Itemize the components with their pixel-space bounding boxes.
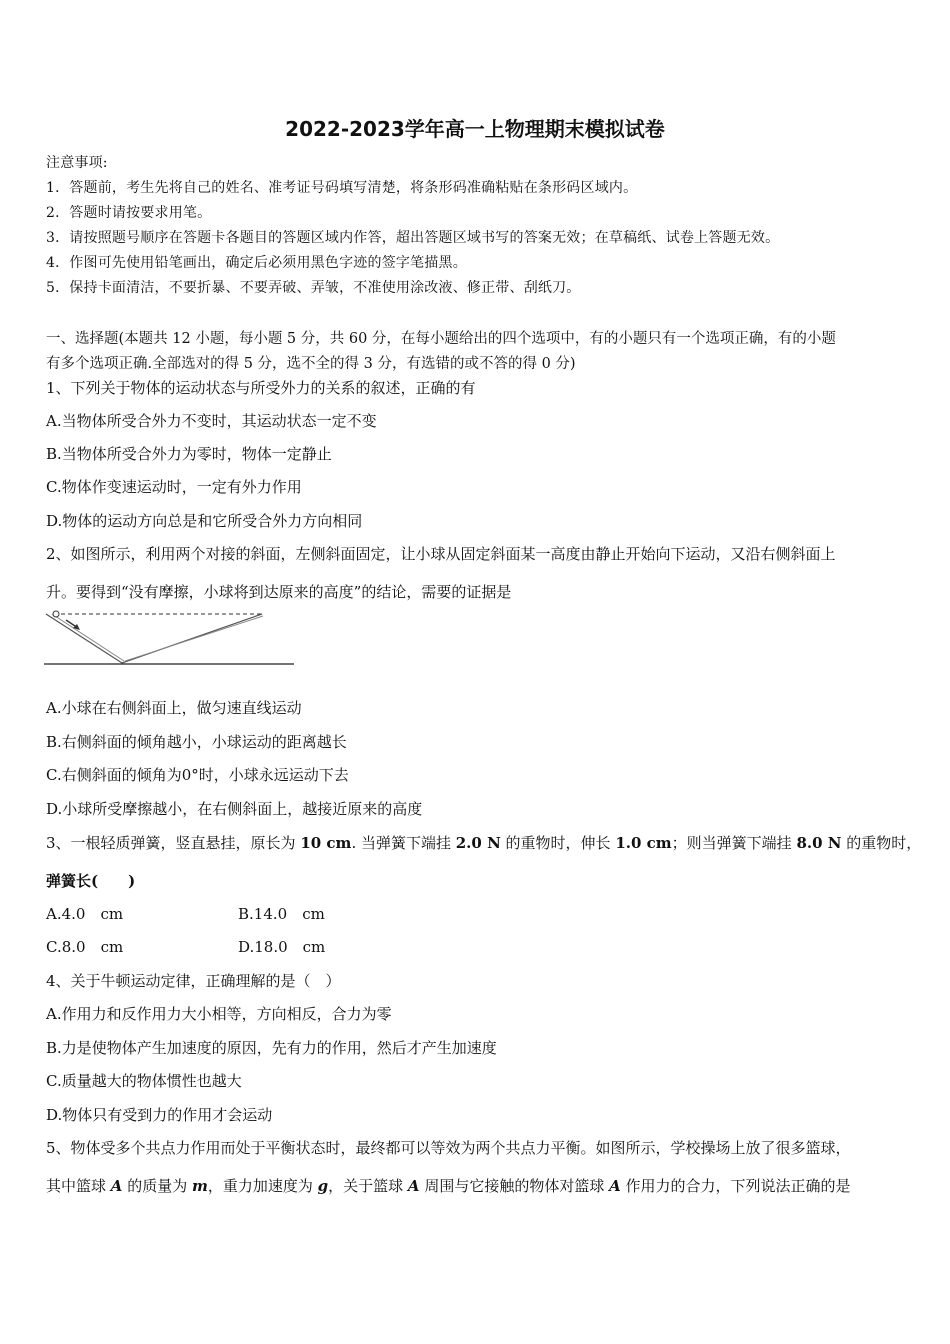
notice-item-2: 2．答题时请按要求用笔。 [46, 205, 212, 221]
q5-stem-text-3: ，重力加速度为 [207, 1177, 318, 1195]
page-title: 2022-2023学年高一上物理期末模拟试卷 [285, 117, 665, 141]
q1-stem: 1、下列关于物体的运动状态与所受外力的关系的叙述，正确的有 [46, 379, 476, 397]
q5-var-m: m [191, 1177, 208, 1195]
notice-item-5: 5．保持卡面清洁，不要折暴、不要弄破、弄皱，不准使用涂改液、修正带、刮纸刀。 [46, 280, 581, 296]
q3-value-force-2: 8.0 N [796, 834, 842, 852]
q3-value-force-1: 2.0 N [455, 834, 501, 852]
q5-stem-text-1: 其中篮球 [46, 1177, 111, 1195]
right-incline-line-inner [125, 616, 263, 661]
q3-stem-text-5: 的重物时， [841, 834, 922, 852]
q2-option-d: D.小球所受摩擦越小，在右侧斜面上，越接近原来的高度 [46, 800, 423, 818]
q3-option-c: C.8.0 cm [46, 938, 124, 956]
notice-item-4: 4．作图可先使用铅笔画出，确定后必须用黑色字迹的签字笔描黑。 [46, 255, 467, 271]
inclined-planes-figure [44, 606, 296, 668]
q5-stem-text-4: ，关于篮球 [328, 1177, 408, 1195]
q2-stem-line-1: 2、如图所示，利用两个对接的斜面，左侧斜面固定，让小球从固定斜面某一高度由静止开始向下运动，又沿右侧斜面上 [46, 545, 836, 563]
q5-var-a-3: A [609, 1177, 621, 1195]
ball-icon [53, 611, 59, 617]
q5-var-a-1: A [110, 1177, 123, 1195]
q2-option-c: C.右侧斜面的倾角为0°时，小球永远运动下去 [46, 766, 349, 784]
section-header-line-2: 有多个选项正确.全部选对的得 5 分，选不全的得 3 分，有选错的或不答的得 0 分) [46, 356, 576, 372]
q1-option-b: B.当物体所受合外力为零时，物体一定静止 [46, 445, 332, 463]
q3-option-b: B.14.0 cm [238, 905, 325, 923]
q3-stem-text-3: 的重物时，伸长 [500, 834, 616, 852]
q4-option-b: B.力是使物体产生加速度的原因，先有力的作用，然后才产生加速度 [46, 1039, 497, 1057]
q3-stem-text-1: 3、一根轻质弹簧，竖直悬挂，原长为 [46, 834, 301, 852]
notice-heading: 注意事项: [46, 155, 108, 171]
section-header-line-1: 一、选择题(本题共 12 小题，每小题 5 分，共 60 分，在每小题给出的四个选项中，有的小题只有一个选项正确，有的小题 [46, 331, 836, 347]
notice-item-3: 3．请按照题号顺序在答题卡各题目的答题区域内作答，超出答题区域书写的答案无效；在草稿纸、试卷上答题无效。 [46, 230, 780, 246]
q5-var-g: g [317, 1177, 329, 1195]
q3-stem-line-1 [46, 832, 921, 853]
q3-value-extension: 1.0 cm [615, 834, 672, 852]
q3-stem-text-4: ；则当弹簧下端挂 [671, 834, 797, 852]
q4-option-c: C.质量越大的物体惯性也越大 [46, 1072, 242, 1090]
q2-option-b: B.右侧斜面的倾角越小，小球运动的距离越长 [46, 733, 347, 751]
q4-stem: 4、关于牛顿运动定律，正确理解的是（ ） [46, 972, 341, 990]
q4-option-d: D.物体只有受到力的作用才会运动 [46, 1106, 273, 1124]
left-incline-line-outer [46, 614, 122, 663]
q4-option-a: A.作用力和反作用力大小相等，方向相反，合力为零 [46, 1005, 392, 1023]
q3-option-a: A.4.0 cm [46, 905, 124, 923]
q1-option-d: D.物体的运动方向总是和它所受合外力方向相同 [46, 512, 363, 530]
q3-option-d: D.18.0 cm [238, 938, 326, 956]
q5-stem-text-6: 作用力的合力，下列说法正确的是 [620, 1177, 851, 1195]
q5-stem-text-2: 的质量为 [122, 1177, 192, 1195]
q3-stem-line-2: 弹簧长( ) [46, 872, 136, 890]
notice-item-1: 1．答题前，考生先将自己的姓名、准考证号码填写清楚，将条形码准确粘贴在条形码区域内。 [46, 180, 638, 196]
q1-option-c: C.物体作变速运动时，一定有外力作用 [46, 478, 302, 496]
q5-stem-line-2 [46, 1175, 851, 1196]
q2-stem-line-2: 升。要得到“没有摩擦，小球将到达原来的高度”的结论，需要的证据是 [46, 583, 512, 601]
q3-value-length: 10 cm [300, 834, 352, 852]
q3-stem-text-2: . 当弹簧下端挂 [351, 834, 456, 852]
left-incline-line-inner [52, 614, 124, 661]
q2-option-a: A.小球在右侧斜面上，做匀速直线运动 [46, 699, 302, 717]
q5-stem-text-5: 周围与它接触的物体对篮球 [419, 1177, 610, 1195]
q5-var-a-2: A [407, 1177, 420, 1195]
q1-option-a: A.当物体所受合外力不变时，其运动状态一定不变 [46, 412, 377, 430]
q5-stem-line-1: 5、物体受多个共点力作用而处于平衡状态时，最终都可以等效为两个共点力平衡。如图所示，学校操场上放了很多篮球， [46, 1139, 851, 1157]
